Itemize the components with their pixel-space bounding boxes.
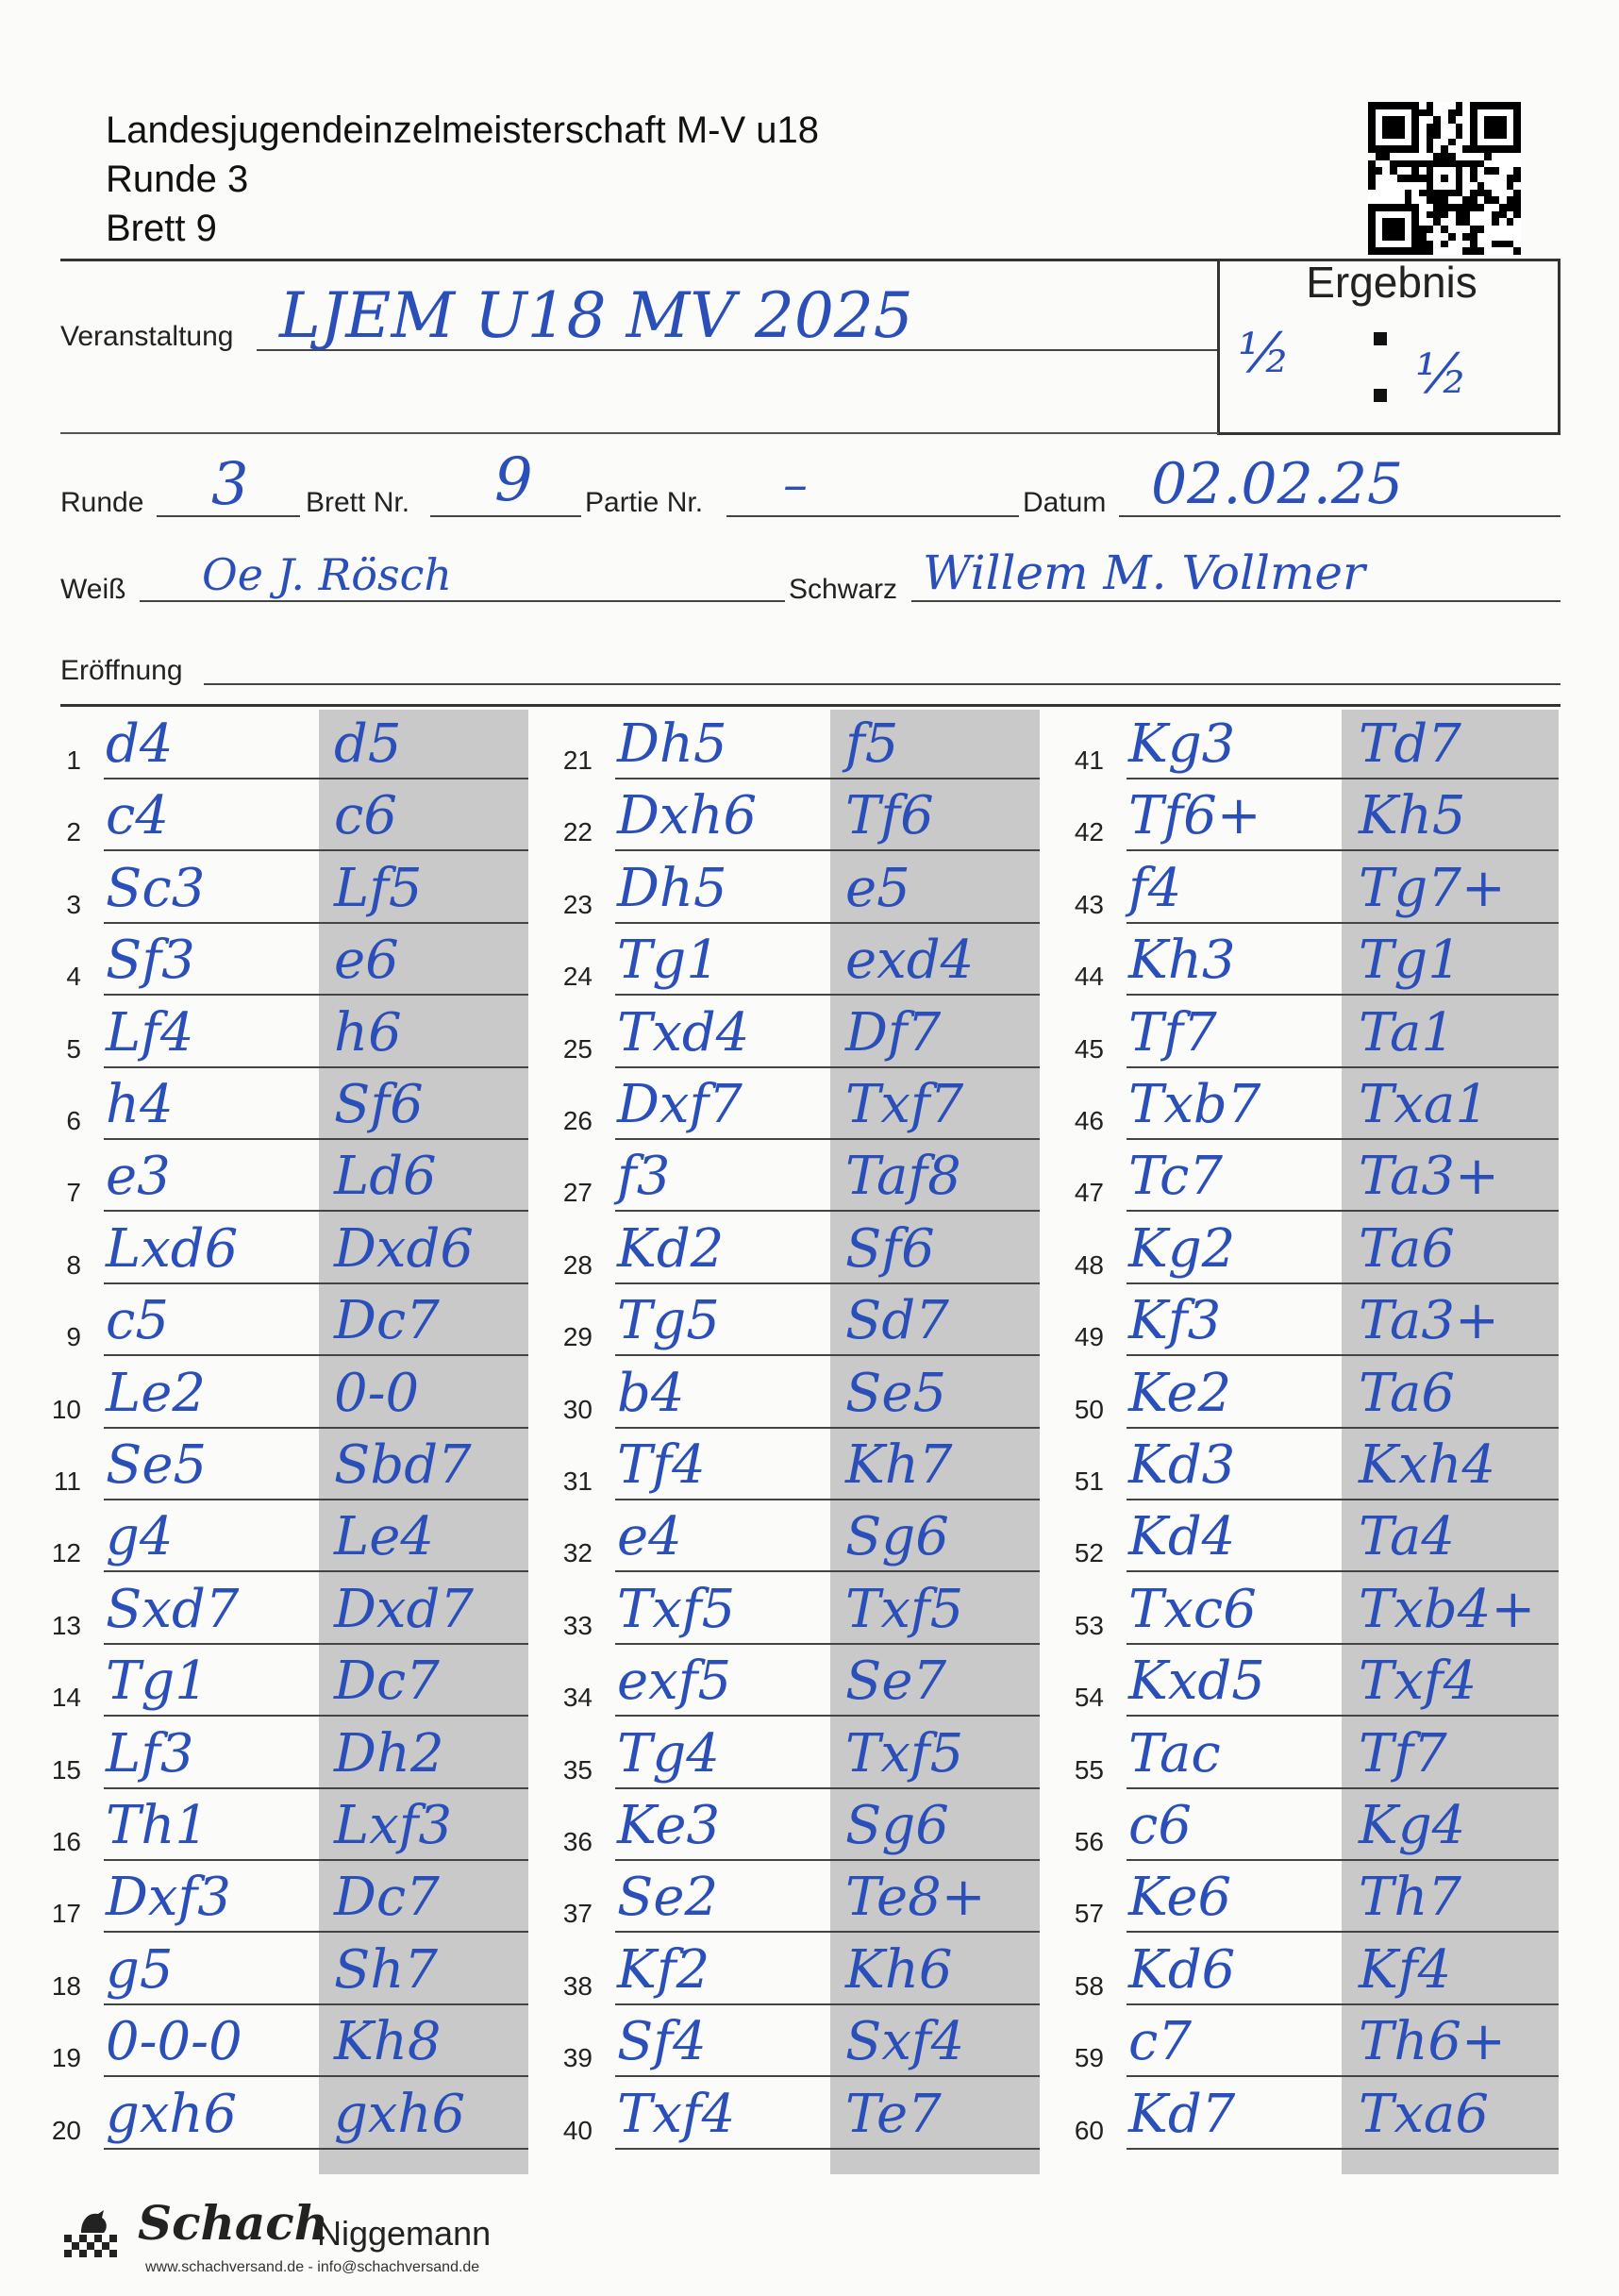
white-move[interactable]: Kg2 (1128, 1217, 1236, 1280)
move-row-line (1127, 1282, 1559, 1284)
black-move[interactable]: Txf4 (1359, 1651, 1477, 1713)
move-number: 38 (562, 1970, 593, 2001)
black-move[interactable]: Sbd7 (334, 1434, 472, 1496)
moves-top-border (60, 704, 1561, 707)
move-number: 1 (66, 746, 81, 775)
move-row-line (1127, 1859, 1559, 1861)
black-move[interactable]: Se5 (845, 1362, 947, 1424)
black-move[interactable]: Sh7 (334, 1938, 439, 2001)
black-move[interactable]: d5 (334, 713, 402, 775)
white-move[interactable]: e3 (106, 1146, 171, 1208)
move-row-line (1127, 1715, 1559, 1717)
black-move[interactable]: Dh2 (334, 1722, 444, 1785)
move-number: 44 (1074, 962, 1104, 992)
move-row-line (615, 1066, 1040, 1068)
white-move[interactable]: b4 (617, 1362, 685, 1424)
move-number: 35 (562, 1754, 593, 1785)
black-move[interactable]: Kh6 (845, 1938, 953, 2001)
opening-label: Eröffnung (60, 655, 183, 686)
move-row-line (615, 1210, 1040, 1212)
move-row-line (1127, 1354, 1559, 1356)
move-number: 52 (1074, 1538, 1104, 1568)
black-move[interactable]: Kf4 (1359, 1938, 1452, 2001)
black-move[interactable]: e6 (334, 930, 399, 992)
date-value[interactable]: 02.02.25 (1151, 451, 1404, 517)
white-move[interactable]: Sf4 (617, 2011, 707, 2073)
round-heading: Runde 3 (106, 159, 249, 200)
black-move[interactable]: Ld6 (334, 1146, 437, 1208)
move-number: 6 (66, 1106, 81, 1135)
white-move[interactable]: f3 (617, 1146, 671, 1208)
move-number: 39 (562, 2043, 593, 2073)
black-move[interactable]: Df7 (845, 1001, 942, 1064)
white-move[interactable]: Kf2 (617, 1938, 710, 2001)
white-move[interactable]: Sf3 (106, 930, 195, 992)
game-value[interactable]: – (783, 457, 808, 513)
brand-urls: www.schachversand.de - info@schachversand.de (145, 2259, 480, 2275)
move-row-line (1127, 1138, 1559, 1140)
move-row-line (615, 1715, 1040, 1717)
move-row-line (615, 778, 1040, 779)
white-move[interactable]: Tf4 (617, 1434, 706, 1496)
move-row-line (1127, 1066, 1559, 1068)
move-number: 8 (66, 1249, 81, 1280)
move-number: 14 (51, 1683, 81, 1713)
move-row-line (104, 778, 528, 779)
move-number: 10 (51, 1394, 81, 1424)
white-move[interactable]: exf5 (617, 1651, 732, 1713)
move-row-line (615, 922, 1040, 924)
black-move[interactable]: Dxd7 (334, 1578, 474, 1640)
white-move[interactable]: Kf3 (1128, 1290, 1222, 1352)
move-number: 34 (562, 1683, 593, 1713)
move-number: 49 (1074, 1322, 1104, 1352)
white-move[interactable]: Kd6 (1128, 1938, 1236, 2001)
date-label: Datum (1023, 487, 1107, 518)
white-move[interactable]: Txd4 (617, 1001, 750, 1064)
white-move[interactable]: Dh5 (617, 857, 727, 919)
black-move[interactable]: Lxf3 (334, 1795, 453, 1856)
move-row-line (104, 1859, 528, 1861)
move-row-line (615, 2075, 1040, 2077)
black-move[interactable]: Ta3+ (1359, 1146, 1499, 1208)
move-number: 2 (66, 817, 81, 847)
black-move[interactable]: Ta6 (1359, 1362, 1456, 1424)
white-move[interactable]: Kd7 (1128, 2083, 1236, 2145)
move-row-line (104, 849, 528, 851)
move-row-line (1127, 994, 1559, 996)
brand-name-suffix: Niggemann (317, 2214, 492, 2253)
move-number: 20 (51, 2115, 81, 2145)
white-player[interactable]: Oe J. Rösch (202, 549, 452, 600)
black-move[interactable]: Tg7+ (1359, 857, 1506, 919)
move-row-line (1127, 1643, 1559, 1645)
event-section-divider (60, 432, 1219, 434)
result-separator-dot-bottom (1374, 389, 1387, 402)
move-row-line (615, 1643, 1040, 1645)
event-label: Veranstaltung (60, 321, 234, 352)
black-move[interactable]: Txa1 (1359, 1074, 1489, 1135)
result-white[interactable]: ½ (1238, 321, 1292, 385)
move-number: 51 (1074, 1466, 1104, 1496)
black-move[interactable]: Ta6 (1359, 1217, 1456, 1280)
move-row-line (104, 994, 528, 996)
white-move[interactable]: h4 (106, 1074, 174, 1135)
move-row-line (104, 1570, 528, 1572)
move-row-line (615, 2003, 1040, 2005)
black-move[interactable]: Ta4 (1359, 1506, 1456, 1568)
move-row-line (104, 1931, 528, 1933)
move-row-line (1127, 849, 1559, 851)
opening-underline (204, 683, 1561, 685)
white-move[interactable]: Sc3 (106, 857, 206, 919)
move-number: 48 (1074, 1249, 1104, 1280)
black-move[interactable]: Kg4 (1359, 1795, 1466, 1856)
move-number: 57 (1074, 1899, 1104, 1929)
white-move[interactable]: Tf6+ (1128, 785, 1261, 847)
move-number: 27 (562, 1178, 593, 1208)
white-move[interactable]: Ke2 (1128, 1362, 1232, 1424)
white-move[interactable]: Txb7 (1128, 1074, 1261, 1135)
white-move[interactable]: Tg1 (617, 930, 720, 992)
board-value[interactable]: 9 (494, 445, 533, 515)
move-number: 37 (562, 1899, 593, 1929)
white-move[interactable]: Ke6 (1128, 1867, 1232, 1929)
move-row-line (615, 849, 1040, 851)
move-row-line (104, 2003, 528, 2005)
white-move[interactable]: Dh5 (617, 713, 727, 775)
black-move[interactable]: gxh6 (334, 2083, 466, 2145)
black-move[interactable]: Sg6 (845, 1506, 949, 1568)
move-number: 32 (562, 1538, 593, 1568)
move-number: 13 (51, 1610, 81, 1640)
move-row-line (104, 1787, 528, 1789)
move-number: 33 (562, 1610, 593, 1640)
move-row-line (104, 1282, 528, 1284)
move-number: 55 (1074, 1754, 1104, 1785)
white-move[interactable]: Le2 (106, 1362, 206, 1424)
white-move[interactable]: gxh6 (106, 2083, 238, 2145)
black-move[interactable]: 0-0 (334, 1362, 420, 1424)
result-separator-dot-top (1374, 332, 1387, 345)
black-move[interactable]: Dc7 (334, 1290, 440, 1352)
move-row-line (1127, 2075, 1559, 2077)
white-move[interactable]: Th1 (106, 1795, 209, 1856)
move-row-line (104, 1499, 528, 1500)
move-number: 58 (1074, 1970, 1104, 2001)
white-move[interactable]: Tac (1128, 1722, 1221, 1785)
black-move[interactable]: Taf8 (845, 1146, 961, 1208)
black-move[interactable]: Txf5 (845, 1722, 964, 1785)
move-row-line (1127, 1570, 1559, 1572)
white-move[interactable]: Tg4 (617, 1722, 720, 1785)
white-move[interactable]: c5 (106, 1290, 169, 1352)
white-move[interactable]: Se2 (617, 1867, 719, 1929)
white-move[interactable]: Txf4 (617, 2083, 736, 2145)
move-row-line (104, 922, 528, 924)
move-row-line (104, 1138, 528, 1140)
move-row-line (104, 1643, 528, 1645)
move-row-line (1127, 2148, 1559, 2150)
board-label: Brett Nr. (306, 487, 410, 518)
move-row-line (104, 1715, 528, 1717)
black-move[interactable]: Lf5 (334, 857, 423, 919)
white-move[interactable]: Kd3 (1128, 1434, 1236, 1496)
round-value[interactable]: 3 (211, 449, 249, 518)
move-row-line (615, 1859, 1040, 1861)
white-move[interactable]: Tf7 (1128, 1001, 1217, 1064)
white-move[interactable]: Se5 (106, 1434, 208, 1496)
move-number: 17 (51, 1899, 81, 1929)
move-number: 23 (562, 889, 593, 919)
black-move[interactable]: Sf6 (334, 1074, 424, 1135)
black-move[interactable]: Te8+ (845, 1867, 986, 1929)
move-row-line (104, 2148, 528, 2150)
white-move[interactable]: Kxd5 (1128, 1651, 1265, 1713)
black-move[interactable]: Tg1 (1359, 930, 1461, 992)
move-row-line (104, 1354, 528, 1356)
move-number: 15 (51, 1754, 81, 1785)
white-move[interactable]: Dxf3 (106, 1867, 231, 1929)
white-move[interactable]: g4 (106, 1506, 174, 1568)
move-row-line (1127, 778, 1559, 779)
move-number: 43 (1074, 889, 1104, 919)
move-row-line (1127, 1499, 1559, 1500)
black-move[interactable]: Sd7 (845, 1290, 949, 1352)
white-move[interactable]: Tg1 (106, 1651, 209, 1713)
black-underline (911, 600, 1561, 602)
white-move[interactable]: c4 (106, 785, 169, 847)
tournament-title: Landesjugendeinzelmeisterschaft M-V u18 (106, 109, 819, 151)
move-number: 11 (53, 1466, 81, 1496)
move-number: 22 (562, 817, 593, 847)
white-move[interactable]: f4 (1128, 857, 1182, 919)
move-number: 12 (51, 1538, 81, 1568)
move-row-line (615, 994, 1040, 996)
move-number: 19 (51, 2043, 81, 2073)
white-move[interactable]: Kd2 (617, 1217, 725, 1280)
move-number: 45 (1074, 1033, 1104, 1064)
black-move[interactable]: Txa6 (1359, 2083, 1489, 2145)
white-move[interactable]: Kh3 (1128, 930, 1236, 992)
move-row-line (104, 2075, 528, 2077)
knight-logo-icon (60, 2208, 121, 2265)
white-move[interactable]: Lxd6 (106, 1217, 239, 1280)
game-underline (726, 515, 1019, 517)
move-number: 29 (562, 1322, 593, 1352)
black-move[interactable]: Kh5 (1359, 785, 1466, 847)
black-move[interactable]: Txb4+ (1359, 1578, 1536, 1640)
move-number: 25 (562, 1033, 593, 1064)
move-number: 18 (51, 1970, 81, 2001)
white-move[interactable]: Sxd7 (106, 1578, 240, 1640)
move-row-line (104, 1210, 528, 1212)
move-number: 54 (1074, 1683, 1104, 1713)
move-number: 7 (66, 1178, 81, 1208)
move-number: 50 (1074, 1394, 1104, 1424)
move-number: 41 (1074, 746, 1104, 775)
move-number: 60 (1074, 2115, 1104, 2145)
move-number: 40 (562, 2115, 593, 2145)
white-move[interactable]: Txf5 (617, 1578, 736, 1640)
black-move[interactable]: Ta3+ (1359, 1290, 1499, 1352)
move-number: 47 (1074, 1178, 1104, 1208)
black-move[interactable]: Le4 (334, 1506, 434, 1568)
move-number: 24 (562, 962, 593, 992)
black-move[interactable]: Dxd6 (334, 1217, 474, 1280)
move-row-line (615, 1787, 1040, 1789)
move-row-line (1127, 922, 1559, 924)
white-move[interactable]: Kd4 (1128, 1506, 1236, 1568)
move-number: 59 (1074, 2043, 1104, 2073)
black-move[interactable]: Sxf4 (845, 2011, 965, 2073)
black-move[interactable]: Dc7 (334, 1651, 440, 1713)
move-row-line (615, 1138, 1040, 1140)
white-move[interactable]: e4 (617, 1506, 682, 1568)
round-label: Runde (60, 487, 144, 518)
black-move[interactable]: Txf5 (845, 1578, 964, 1640)
move-number: 56 (1074, 1827, 1104, 1856)
black-move[interactable]: c6 (334, 785, 397, 847)
black-move[interactable]: Td7 (1359, 713, 1461, 775)
black-move[interactable]: Sg6 (845, 1795, 949, 1856)
qr-code (1368, 102, 1521, 255)
black-move[interactable]: Kxh4 (1359, 1434, 1496, 1496)
result-box-bottom-border (1217, 432, 1561, 435)
white-move[interactable]: Tc7 (1128, 1146, 1223, 1208)
move-number: 26 (562, 1106, 593, 1135)
move-row-line (615, 1427, 1040, 1429)
brand-name: Schach (138, 2195, 329, 2251)
board-heading: Brett 9 (106, 208, 217, 249)
white-label: Weiß (60, 574, 126, 605)
move-row-line (1127, 1931, 1559, 1933)
move-row-line (615, 1282, 1040, 1284)
move-number: 16 (51, 1827, 81, 1856)
black-move[interactable]: Te7 (845, 2083, 942, 2145)
black-label: Schwarz (789, 574, 898, 605)
move-number: 53 (1074, 1610, 1104, 1640)
move-number: 30 (562, 1394, 593, 1424)
move-row-line (104, 1066, 528, 1068)
result-label: Ergebnis (1306, 258, 1477, 307)
black-move[interactable]: Kh7 (845, 1434, 953, 1496)
white-move[interactable]: Dxh6 (617, 785, 758, 847)
move-number: 5 (66, 1033, 81, 1064)
tournament-header (106, 106, 819, 253)
move-number: 9 (66, 1322, 81, 1352)
black-move[interactable]: Se7 (845, 1651, 947, 1713)
black-move[interactable]: exd4 (845, 930, 975, 992)
move-number: 31 (562, 1466, 593, 1496)
black-move[interactable]: Th6+ (1359, 2011, 1506, 2073)
black-move[interactable]: f5 (845, 713, 899, 775)
black-move[interactable]: Sf6 (845, 1217, 935, 1280)
move-number: 4 (66, 962, 81, 992)
move-row-line (615, 1354, 1040, 1356)
white-move[interactable]: Tg5 (617, 1290, 720, 1352)
move-number: 3 (66, 889, 81, 919)
black-move[interactable]: Th7 (1359, 1867, 1462, 1929)
black-move[interactable]: h6 (334, 1001, 402, 1064)
result-black[interactable]: ½ (1415, 342, 1469, 406)
black-move[interactable]: Dc7 (334, 1867, 440, 1929)
black-move[interactable]: Txf7 (845, 1074, 964, 1135)
white-move[interactable]: c6 (1128, 1795, 1192, 1856)
board-underline (430, 515, 581, 517)
move-row-line (104, 1427, 528, 1429)
white-move[interactable]: g5 (106, 1938, 174, 2001)
white-move[interactable]: Lf3 (106, 1722, 194, 1785)
white-move[interactable]: Dxf7 (617, 1074, 743, 1135)
black-move[interactable]: Tf6 (845, 785, 934, 847)
black-move[interactable]: Tf7 (1359, 1722, 1447, 1785)
black-move[interactable]: e5 (845, 857, 910, 919)
white-move[interactable]: 0-0-0 (106, 2011, 242, 2073)
white-move[interactable]: Lf4 (106, 1001, 194, 1064)
move-row-line (615, 2148, 1040, 2150)
move-row-line (615, 1931, 1040, 1933)
move-row-line (1127, 2003, 1559, 2005)
move-number: 42 (1074, 817, 1104, 847)
black-move[interactable]: Ta1 (1359, 1001, 1456, 1064)
move-row-line (615, 1499, 1040, 1500)
white-underline (140, 600, 785, 602)
black-player[interactable]: Willem M. Vollmer (923, 545, 1365, 600)
move-number: 28 (562, 1249, 593, 1280)
move-row-line (1127, 1210, 1559, 1212)
move-row-line (615, 1570, 1040, 1572)
move-number: 36 (562, 1827, 593, 1856)
white-move[interactable]: Txc6 (1128, 1578, 1257, 1640)
event-value[interactable]: LJEM U18 MV 2025 (279, 279, 913, 352)
move-number: 21 (562, 746, 593, 775)
move-row-line (1127, 1787, 1559, 1789)
white-move[interactable]: d4 (106, 713, 174, 775)
game-label: Partie Nr. (585, 487, 704, 518)
move-number: 46 (1074, 1106, 1104, 1135)
white-move[interactable]: c7 (1128, 2011, 1192, 2073)
black-move[interactable]: Kh8 (334, 2011, 442, 2073)
move-row-line (1127, 1427, 1559, 1429)
white-move[interactable]: Ke3 (617, 1795, 721, 1856)
white-move[interactable]: Kg3 (1128, 713, 1236, 775)
